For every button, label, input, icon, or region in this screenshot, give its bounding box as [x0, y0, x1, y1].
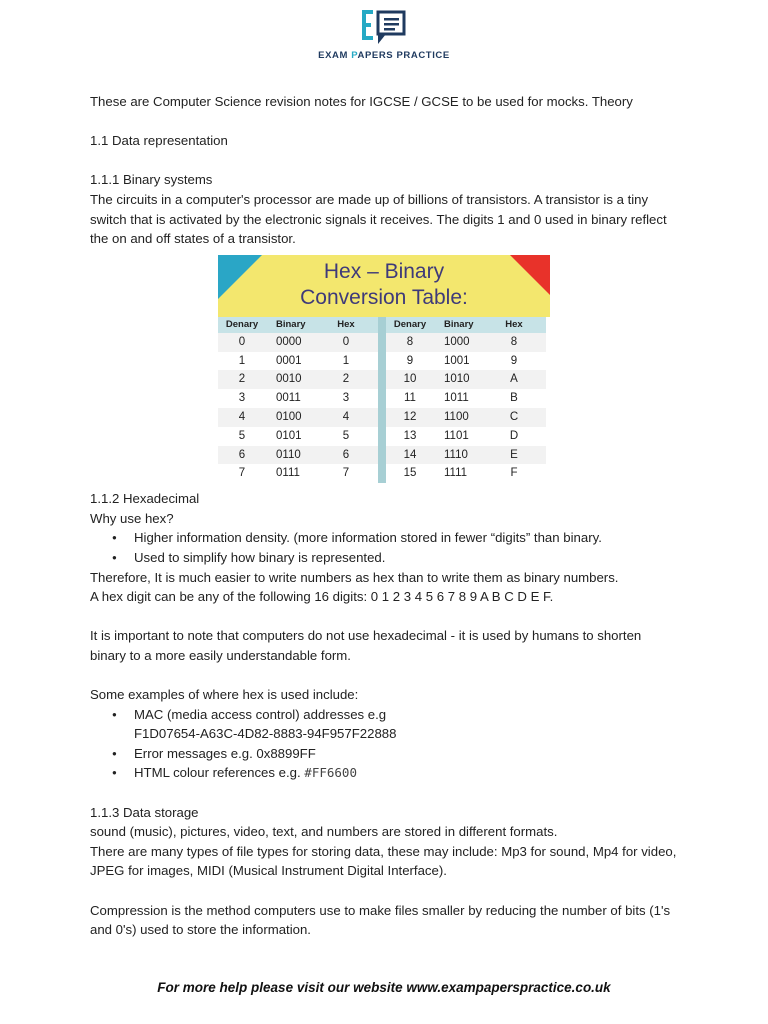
corner-decoration-icon — [218, 255, 262, 299]
table-header: Denary Binary Hex — [386, 317, 546, 333]
hex-reasons-list — [90, 528, 680, 567]
corner-decoration-icon — [510, 255, 550, 295]
list-item: ● Higher information density. (more information stored in fewer “digits” than binary. — [112, 528, 680, 548]
table-row: 4 0100 4 — [218, 408, 378, 427]
hex-digits-paragraph: A hex digit can be any of the following 16 digits: 0 1 2 3 4 5 6 7 8 9 A B C D E F. — [90, 589, 554, 605]
logo-mark-icon — [354, 8, 414, 48]
table-row: 5 0101 5 — [238, 429, 350, 442]
compression-paragraph: Compression is the method computers use to make files smaller by reducing the number of bits (1's and 0's) used to store the information. — [90, 902, 671, 938]
file-types-paragraph: There are many types of file types for storing data, these may include: Mp3 for sound, Mp4 for video, JPEG for images, MIDI (Musical Instrument Digital Interface). — [90, 843, 677, 879]
table-row: 3 0011 3 — [238, 392, 350, 405]
why-use-hex: Why use hex? — [90, 510, 174, 526]
table-row: 7 0111 7 — [238, 467, 350, 480]
hex-paragraph: Therefore, It is much easier to write numbers as hex than to write them as binary numbers. — [90, 569, 619, 585]
hex-examples-intro: Some examples of where hex is used include: — [90, 687, 359, 703]
table-row: 9 1001 9 — [406, 354, 518, 367]
footer-website-note: For more help please visit our website www.exampaperspractice.co.uk — [157, 980, 611, 995]
section-1-1-3-heading: 1.1.3 Data storage — [90, 804, 199, 820]
list-item: ● Error messages e.g. 0x8899FF — [112, 744, 680, 764]
hex-note-paragraph: It is important to note that computers do not use hexadecimal - it is used by humans to shorten binary to a more easily understandable form. — [90, 628, 642, 663]
logo — [0, 8, 768, 61]
logo-text: EXAM PAPERS PRACTICE — [318, 50, 450, 61]
table-row: 14 1110 E — [386, 446, 546, 465]
list-item: ● HTML colour references e.g. #FF6600 — [112, 763, 680, 783]
hex-examples-list — [90, 705, 680, 783]
table-header: Denary Binary Hex — [218, 317, 378, 333]
list-item: ● Used to simplify how binary is represented. — [112, 548, 680, 568]
table-title: Hex – Binary Conversion Table: — [300, 259, 468, 309]
table-row: 8 1000 8 — [386, 333, 546, 352]
table-row: 2 0010 2 — [218, 370, 378, 389]
table-divider — [378, 317, 386, 483]
table-row: 6 0110 6 — [218, 446, 378, 465]
section-1-1-heading: 1.1 Data representation — [90, 133, 228, 149]
table-right-half — [386, 317, 546, 483]
table-banner — [218, 255, 550, 317]
table-left-half — [218, 317, 378, 483]
document-body — [90, 92, 680, 940]
section-1-1-1-heading: 1.1.1 Binary systems — [90, 172, 213, 188]
intro: These are Computer Science revision notes for IGCSE / GCSE to be used for mocks. Theory — [90, 94, 633, 109]
table-row: 15 1111 F — [403, 467, 518, 480]
hex-binary-conversion-table — [218, 255, 550, 483]
table-row: 12 1100 C — [386, 408, 546, 427]
storage-paragraph: sound (music), pictures, video, text, and numbers are stored in different formats. — [90, 824, 558, 840]
table-row: 0 0000 0 — [218, 333, 378, 352]
table-row: 11 1011 B — [404, 392, 518, 405]
table-row: 13 1101 D — [403, 429, 519, 442]
binary-systems-body: The circuits in a computer's processor are made up of billions of transistors. A transistor is a tiny switch that is activated by the electronic signals it receives. The digits 1 and 0 used in binary reflect the on and off states of a transistor. — [90, 191, 667, 247]
table-row: 10 1010 A — [386, 370, 546, 389]
list-item: ● MAC (media access control) addresses e.g F1D07654-A63C-4D82-8883-94F957F22888 — [112, 705, 680, 744]
section-1-1-2-heading: 1.1.2 Hexadecimal — [90, 491, 200, 507]
table-row: 1 0001 1 — [238, 354, 350, 367]
